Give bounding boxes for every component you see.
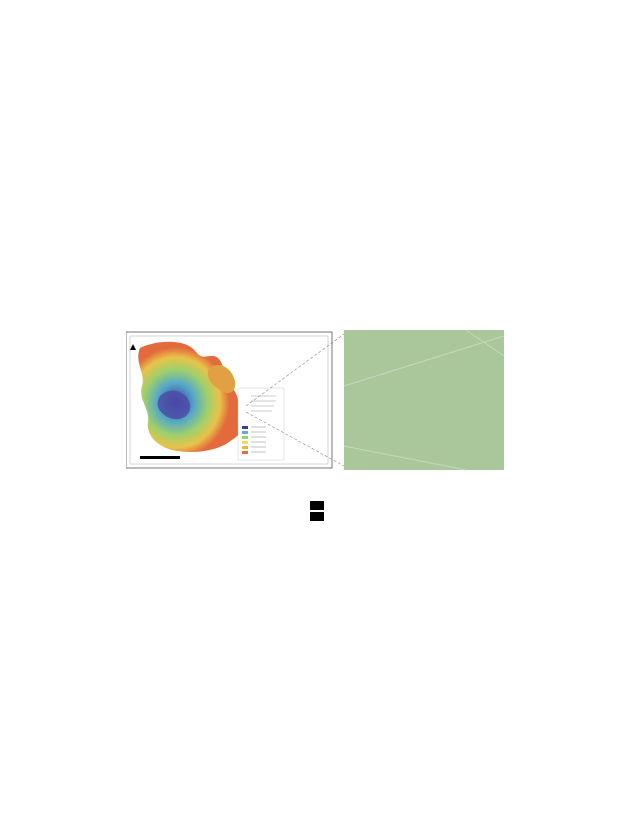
aerial-photo (344, 330, 504, 470)
legend-swatch-fixed (310, 501, 324, 510)
relief-map (126, 332, 332, 468)
legend-swatch-added (310, 512, 324, 521)
site-map-figure (126, 326, 504, 474)
legend (310, 501, 324, 521)
quadrat-grid-diagram (248, 497, 388, 677)
